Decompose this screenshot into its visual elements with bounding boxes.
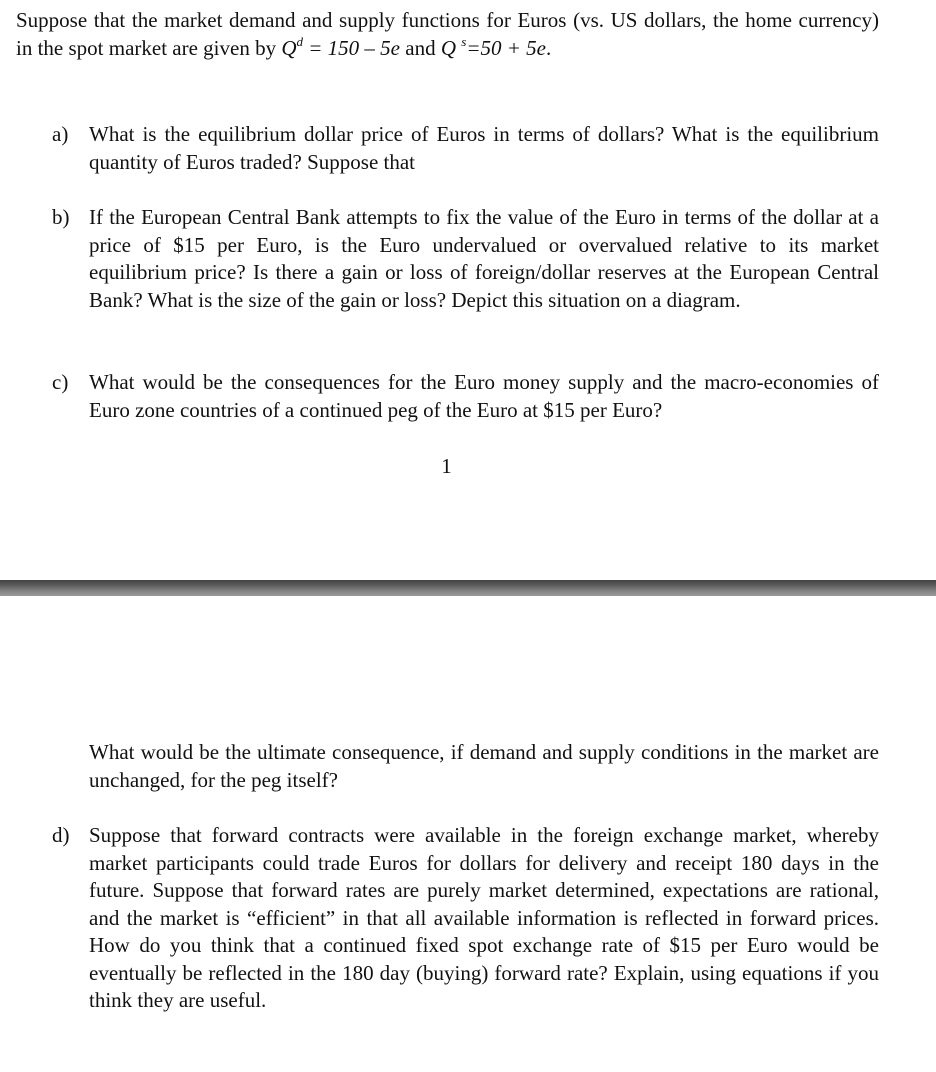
demand-superscript: d (296, 33, 304, 49)
page-number: 1 (441, 454, 452, 478)
demand-expression: = 150 – 5e (303, 35, 401, 60)
question-label: a) (52, 122, 69, 146)
supply-superscript: s (461, 33, 467, 49)
supply-equation (440, 33, 546, 60)
supply-variable: Q (440, 35, 462, 60)
question-text: If the European Central Bank attempts to fix the value of the Euro in terms of the dollar at a price of $15 per Euro, is the Euro undervalued or overvalued relative to its market equilibrium price? Is there a gain or loss of foreign/dollar reserves at the European Central Bank? What is the size of the gain or loss? Depict this situation on a diagram. (89, 205, 879, 312)
page-break-separator (0, 580, 936, 596)
question-label: c) (52, 370, 69, 394)
question-text: What is the equilibrium dollar price of Euros in terms of dollars? What is the equilibrium quantity of Euros traded? Suppose that (89, 122, 879, 174)
question-label: d) (52, 823, 70, 847)
demand-variable: Q (281, 35, 297, 60)
question-text: Suppose that forward contracts were available in the foreign exchange market, whereby market participants could trade Euros for dollars for delivery and receipt 180 days in the future. Suppose that forward rates are purely market determined, expectations are rational, and the market is “efficient” in that all available information is reflected in forward prices. How do you think that a continued fixed spot exchange rate of $15 per Euro would be eventually be reflected in the 180 day (buying) forward rate? Explain, using equations if you think they are useful. (89, 823, 879, 1012)
question-label: b) (52, 205, 70, 229)
demand-equation (281, 33, 401, 60)
intro-text: Suppose that the market demand and supply functions for Euros (vs. US dollars, the home currency) in the spot market are given by (16, 8, 879, 60)
problem-intro (16, 7, 879, 62)
question-text: What would be the ultimate consequence, if demand and supply conditions in the market are unchanged, for the peg itself? (89, 740, 879, 792)
supply-expression: =50 + 5e (466, 35, 546, 60)
equation-joiner: and (400, 35, 441, 60)
question-text: What would be the consequences for the Euro money supply and the macro-economies of Euro zone countries of a continued peg of the Euro at $15 per Euro? (89, 370, 879, 422)
intro-period: . (546, 35, 552, 60)
